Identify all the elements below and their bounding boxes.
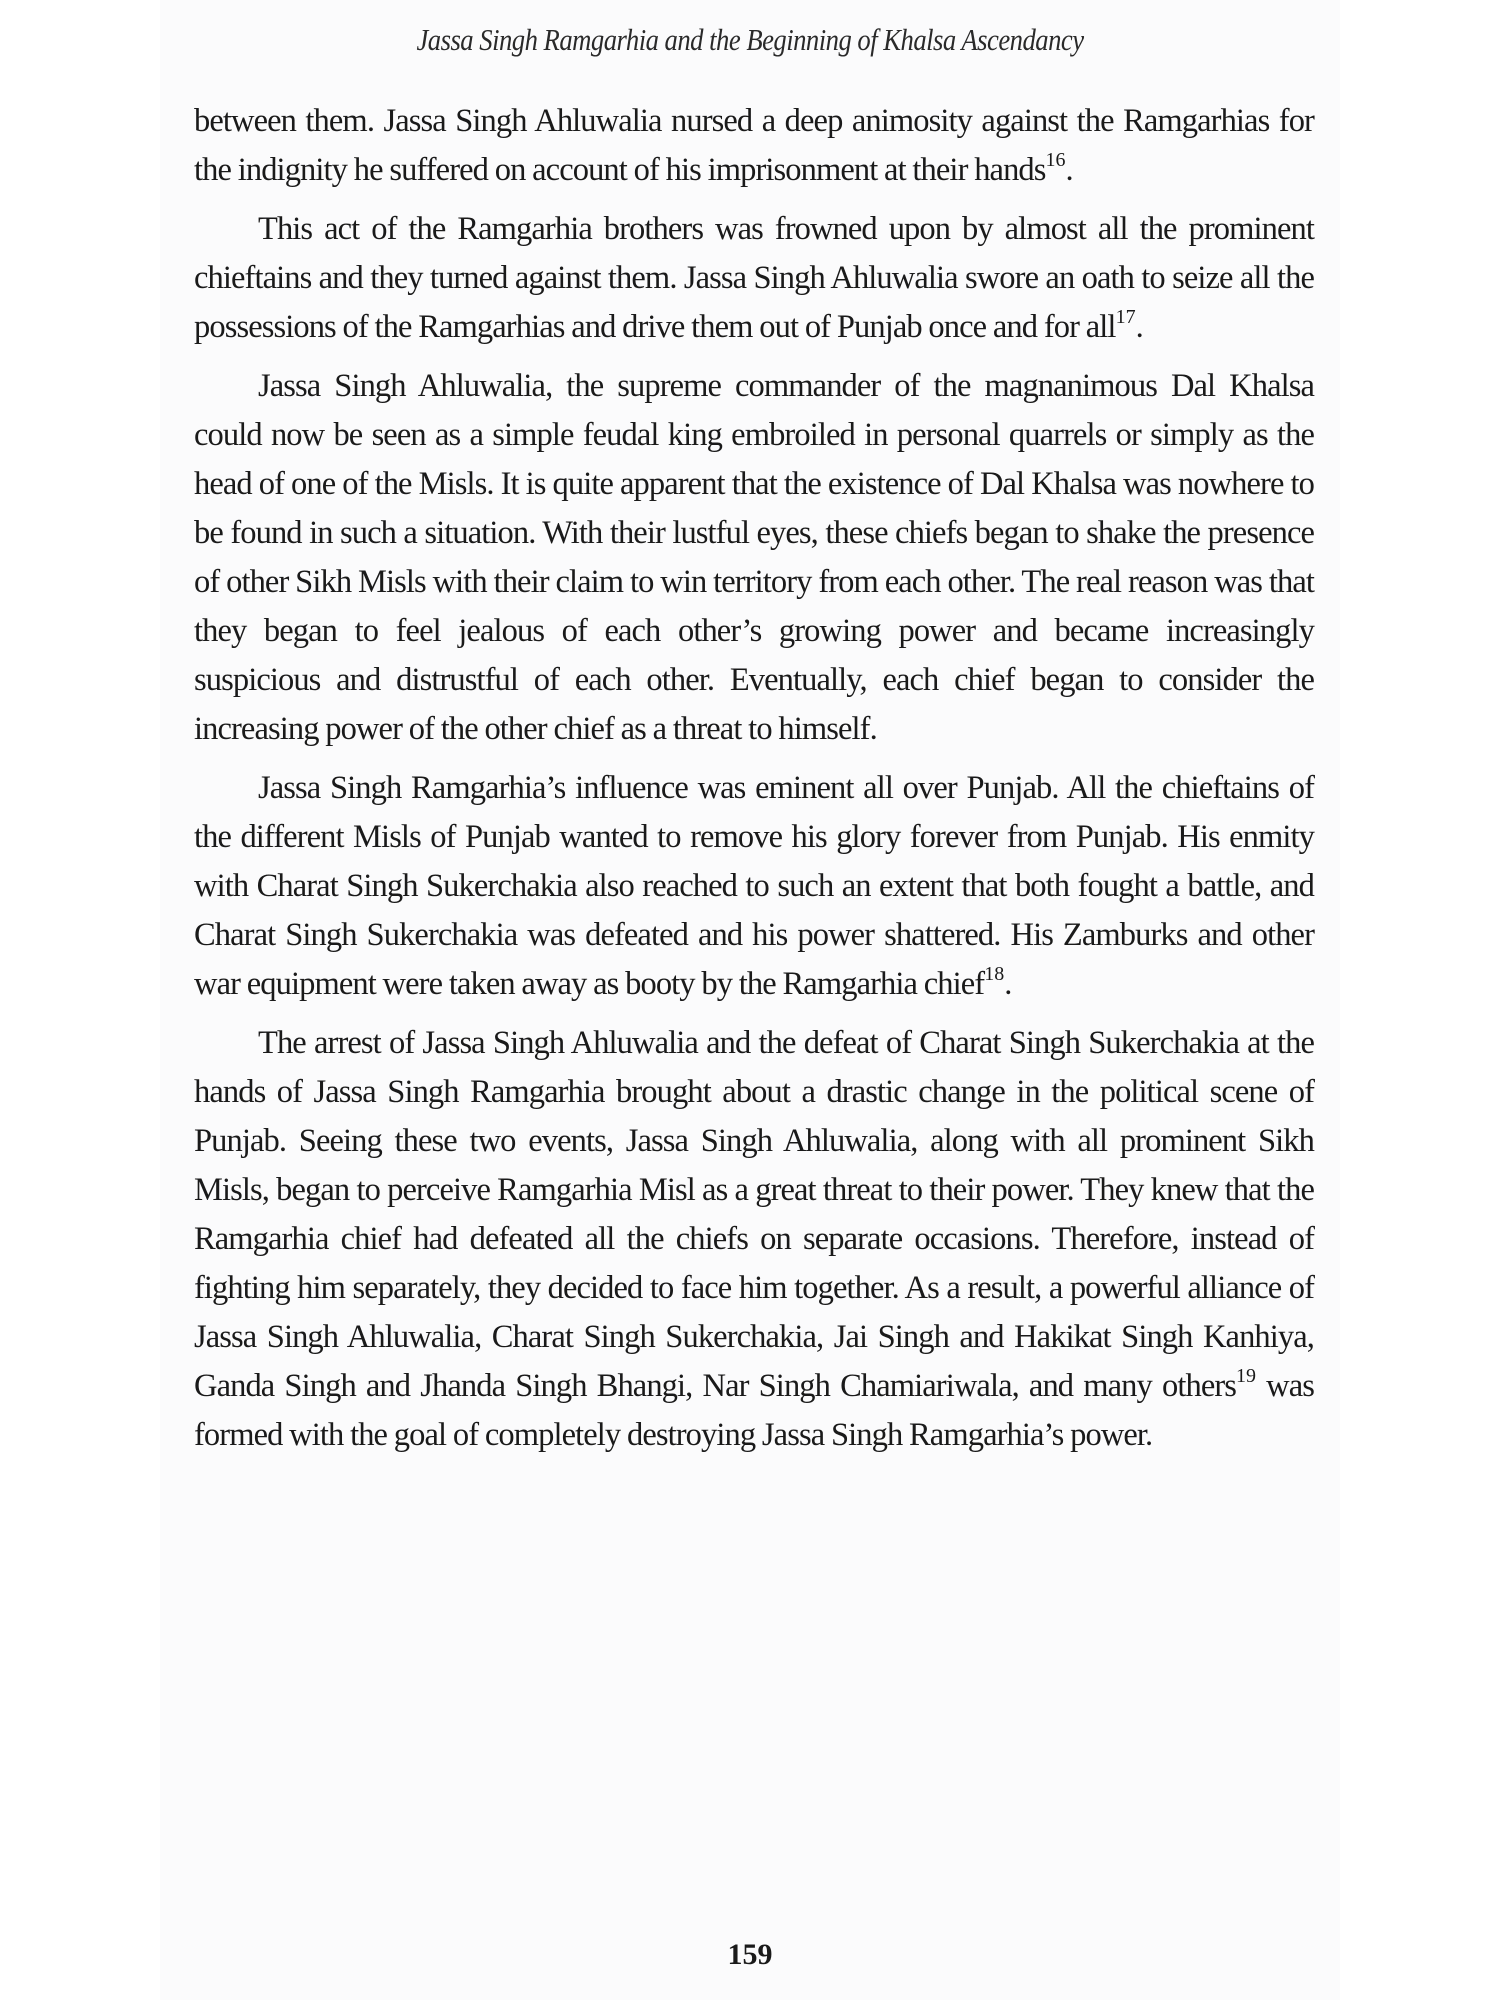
footnote-marker: 19 — [1236, 1365, 1257, 1387]
body-text — [194, 97, 1314, 1470]
footnote-marker: 16 — [1045, 149, 1066, 171]
running-head: Jassa Singh Ramgarhia and the Beginning of Khalsa Ascendancy — [416, 22, 1084, 57]
paragraph-text: Jassa Singh Ahluwalia, the supreme commander of the magnanimous Dal Khalsa could now be seen as a simple feudal king embroiled in personal quarrels or simply as the head of one of the Misls. It is quite apparent that the existence of Dal Khalsa was nowhere to be found in such a situation. With their lustful eyes, these chiefs began to shake the presence of other Sikh Misls with their claim to win territory from each other. The real reason was that they began to feel jealous of each other’s growing power and became increasingly suspicious and distrustful of each other. Eventually, each chief began to consider the increasing power of the other chief as a threat to himself. — [194, 368, 1314, 747]
paragraph — [194, 764, 1314, 1009]
footnote-marker: 18 — [984, 963, 1005, 985]
paragraph-tail: . — [1065, 152, 1073, 188]
paragraph-tail: . — [1004, 966, 1012, 1002]
paragraph-text: The arrest of Jassa Singh Ahluwalia and the defeat of Charat Singh Sukerchakia at the hands of Jassa Singh Ramgarhia brought about a drastic change in the political scene of Punjab. Seeing these two events, Jassa Singh Ahluwalia, along with all prominent Sikh Misls, began to perceive Ramgarhia Misl as a great threat to their power. They knew that the Ramgarhia chief had defeated all the chiefs on separate occasions. Therefore, instead of fighting him separately, they decided to face him together. As a result, a powerful alliance of Jassa Singh Ahluwalia, Charat Singh Sukerchakia, Jai Singh and Hakikat Singh Kanhiya, Ganda Singh and Jhanda Singh Bhangi, Nar Singh Chamiariwala, and many others — [194, 1025, 1314, 1404]
paragraph — [194, 1019, 1314, 1460]
paragraph — [194, 362, 1314, 754]
paragraph-text: between them. Jassa Singh Ahluwalia nursed a deep animosity against the Ramgarhias for the indignity he suffered on account of his imprisonment at their hands — [194, 103, 1314, 188]
page-number: 159 — [727, 1938, 773, 1971]
paragraph-text: This act of the Ramgarhia brothers was frowned upon by almost all the prominent chieftains and they turned against them. Jassa Singh Ahluwalia swore an oath to seize all the possessions of the Ramgarhias and drive them out of Punjab once and for all — [194, 211, 1314, 345]
book-page — [160, 0, 1340, 2000]
paragraph-text: Jassa Singh Ramgarhia’s influence was eminent all over Punjab. All the chieftains of the different Misls of Punjab wanted to remove his glory forever from Punjab. His enmity with Charat Singh Sukerchakia also reached to such an extent that both fought a battle, and Charat Singh Sukerchakia was defeated and his power shattered. His Zamburks and other war equipment were taken away as booty by the Ramgarhia chief — [194, 770, 1314, 1002]
paragraph — [194, 97, 1314, 195]
paragraph — [194, 205, 1314, 352]
paragraph-tail: was formed with the goal of completely destroying Jassa Singh Ramgarhia’s power. — [194, 1368, 1314, 1453]
footnote-marker: 17 — [1115, 306, 1136, 328]
paragraph-tail: . — [1135, 309, 1143, 345]
